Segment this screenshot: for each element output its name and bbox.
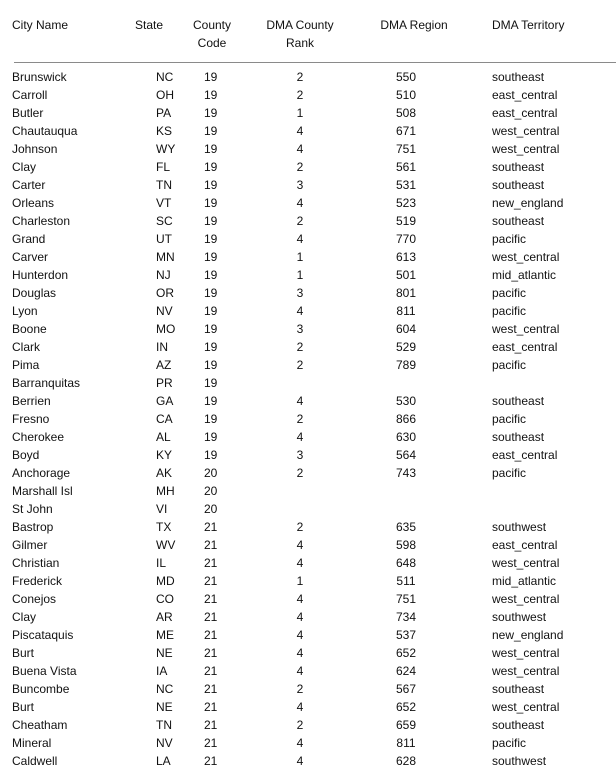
cell-dma-region: 537 — [395, 628, 417, 642]
cell-city-name: Clay — [12, 160, 37, 174]
cell-city-name: Chautauqua — [12, 124, 78, 138]
cell-county-code: 21 — [204, 754, 218, 768]
table-row[interactable] — [0, 752, 616, 770]
cell-dma-territory: east_central — [492, 106, 558, 120]
cell-city-name: Marshall Isl — [12, 484, 73, 498]
header-dma-region[interactable]: DMA Region — [380, 18, 448, 32]
cell-dma-territory: new_england — [492, 196, 564, 210]
cell-county-code: 21 — [204, 592, 218, 606]
cell-dma-territory: west_central — [492, 124, 560, 138]
cell-dma-county-rank: 4 — [296, 592, 304, 606]
cell-city-name: Johnson — [12, 142, 58, 156]
cell-county-code: 19 — [204, 286, 218, 300]
header-state[interactable]: State — [135, 18, 164, 32]
cell-state: KS — [156, 124, 173, 138]
cell-county-code: 19 — [204, 340, 218, 354]
cell-county-code: 19 — [204, 358, 218, 372]
cell-city-name: Hunterdon — [12, 268, 69, 282]
cell-dma-territory: east_central — [492, 88, 558, 102]
cell-state: GA — [156, 394, 174, 408]
cell-county-code: 19 — [204, 124, 218, 138]
cell-dma-county-rank: 2 — [296, 88, 304, 102]
cell-county-code: 21 — [204, 646, 218, 660]
cell-state: IN — [156, 340, 168, 354]
cell-dma-county-rank: 4 — [296, 304, 304, 318]
cell-state: VT — [156, 196, 172, 210]
cell-county-code: 19 — [204, 142, 218, 156]
cell-county-code: 20 — [204, 466, 218, 480]
cell-dma-territory: west_central — [492, 646, 560, 660]
cell-dma-territory: southeast — [492, 430, 545, 444]
table-row[interactable] — [0, 212, 616, 230]
cell-county-code: 19 — [204, 214, 218, 228]
table-row[interactable] — [0, 248, 616, 266]
table-row[interactable] — [0, 590, 616, 608]
table-row[interactable] — [0, 320, 616, 338]
cell-county-code: 21 — [204, 700, 218, 714]
cell-city-name: Carroll — [12, 88, 48, 102]
cell-dma-territory: pacific — [492, 232, 527, 246]
cell-state: AL — [156, 430, 171, 444]
cell-dma-county-rank: 4 — [296, 664, 304, 678]
cell-city-name: Berrien — [12, 394, 51, 408]
cell-dma-territory: southeast — [492, 70, 545, 84]
cell-dma-region: 511 — [396, 574, 416, 588]
cell-county-code: 19 — [204, 268, 218, 282]
table-row[interactable] — [0, 716, 616, 734]
cell-dma-region: 743 — [395, 466, 417, 480]
cell-city-name: Burt — [12, 646, 35, 660]
cell-state: TN — [156, 718, 172, 732]
cell-dma-territory: east_central — [492, 340, 558, 354]
table-row[interactable] — [0, 374, 616, 392]
cell-dma-region: 613 — [395, 250, 417, 264]
cell-city-name: Carver — [12, 250, 49, 264]
table-row[interactable] — [0, 176, 616, 194]
cell-dma-region: 751 — [395, 142, 417, 156]
table-row[interactable] — [0, 662, 616, 680]
cell-dma-county-rank: 3 — [296, 178, 304, 192]
cell-state: IA — [156, 664, 168, 678]
cell-city-name: Boyd — [12, 448, 40, 462]
cell-county-code: 19 — [204, 448, 218, 462]
cell-dma-region: 671 — [395, 124, 417, 138]
cell-dma-region: 519 — [395, 214, 417, 228]
header-divider — [14, 62, 616, 63]
table-row[interactable] — [0, 302, 616, 320]
cell-state: AK — [156, 466, 173, 480]
cell-state: OH — [156, 88, 174, 102]
cell-dma-county-rank: 1 — [296, 106, 304, 120]
header-county-code-line1: County — [192, 18, 232, 32]
cell-state: ME — [156, 628, 174, 642]
cell-city-name: Orleans — [12, 196, 55, 210]
cell-county-code: 21 — [204, 520, 218, 534]
cell-county-code: 19 — [204, 430, 218, 444]
cell-state: TX — [156, 520, 172, 534]
cell-city-name: Buncombe — [12, 682, 70, 696]
cell-dma-county-rank: 4 — [296, 394, 304, 408]
cell-dma-territory: east_central — [492, 448, 558, 462]
table-row[interactable] — [0, 698, 616, 716]
cell-dma-region: 652 — [395, 700, 417, 714]
cell-state: NE — [156, 700, 173, 714]
cell-state: VI — [156, 502, 168, 516]
cell-dma-region: 550 — [395, 70, 417, 84]
header-city-name[interactable]: City Name — [12, 18, 69, 32]
cell-dma-territory: west_central — [492, 142, 560, 156]
header-dma-county-rank-line1: DMA County — [266, 18, 334, 32]
cell-state: MN — [156, 250, 175, 264]
cell-state: MH — [156, 484, 175, 498]
cell-dma-region: 604 — [395, 322, 417, 336]
cell-county-code: 21 — [204, 574, 218, 588]
cell-dma-territory: mid_atlantic — [492, 574, 557, 588]
cell-city-name: Bastrop — [12, 520, 54, 534]
cell-dma-territory: west_central — [492, 250, 560, 264]
table-body — [0, 68, 616, 770]
table-row[interactable] — [0, 266, 616, 284]
cell-dma-county-rank: 4 — [296, 736, 304, 750]
cell-dma-region: 751 — [395, 592, 417, 606]
header-county-code[interactable] — [186, 16, 238, 52]
cell-state: CO — [156, 592, 174, 606]
cell-city-name: Douglas — [12, 286, 57, 300]
cell-dma-region: 530 — [395, 394, 417, 408]
cell-dma-region: 635 — [395, 520, 417, 534]
cell-state: SC — [156, 214, 173, 228]
cell-city-name: Charleston — [12, 214, 71, 228]
table-row[interactable] — [0, 500, 616, 518]
cell-county-code: 19 — [204, 412, 218, 426]
cell-state: NC — [156, 682, 174, 696]
table-row[interactable] — [0, 86, 616, 104]
cell-county-code: 20 — [204, 484, 218, 498]
cell-dma-territory: southeast — [492, 160, 545, 174]
cell-dma-region: 811 — [396, 304, 416, 318]
cell-county-code: 19 — [204, 304, 218, 318]
cell-dma-region: 630 — [395, 430, 417, 444]
cell-state: NV — [156, 736, 173, 750]
cell-state: PR — [156, 376, 173, 390]
cell-city-name: Conejos — [12, 592, 57, 606]
cell-dma-county-rank: 4 — [296, 610, 304, 624]
cell-dma-county-rank: 1 — [296, 250, 304, 264]
cell-state: CA — [156, 412, 173, 426]
table-row[interactable] — [0, 392, 616, 410]
cell-dma-territory: west_central — [492, 592, 560, 606]
cell-dma-territory: mid_atlantic — [492, 268, 557, 282]
cell-dma-region: 624 — [395, 664, 417, 678]
cell-state: LA — [156, 754, 171, 768]
cell-county-code: 19 — [204, 250, 218, 264]
cell-dma-territory: pacific — [492, 466, 527, 480]
cell-city-name: Carter — [12, 178, 46, 192]
cell-dma-territory: southwest — [492, 520, 547, 534]
cell-dma-county-rank: 1 — [296, 268, 304, 282]
cell-dma-county-rank: 3 — [296, 448, 304, 462]
cell-dma-county-rank: 2 — [296, 520, 304, 534]
cell-dma-territory: west_central — [492, 664, 560, 678]
cell-dma-region: 523 — [395, 196, 417, 210]
cell-county-code: 20 — [204, 502, 218, 516]
cell-city-name: Caldwell — [12, 754, 58, 768]
cell-city-name: Piscataquis — [12, 628, 74, 642]
cell-dma-region: 652 — [395, 646, 417, 660]
table-row[interactable] — [0, 356, 616, 374]
cell-dma-region: 510 — [395, 88, 417, 102]
cell-city-name: Christian — [12, 556, 60, 570]
table-row[interactable] — [0, 68, 616, 86]
cell-dma-territory: pacific — [492, 412, 527, 426]
table-row[interactable] — [0, 230, 616, 248]
table-row[interactable] — [0, 158, 616, 176]
cell-county-code: 19 — [204, 88, 218, 102]
cell-dma-region: 628 — [395, 754, 417, 768]
table-row[interactable] — [0, 410, 616, 428]
cell-county-code: 19 — [204, 232, 218, 246]
cell-county-code: 21 — [204, 664, 218, 678]
cell-county-code: 21 — [204, 628, 218, 642]
cell-city-name: Grand — [12, 232, 46, 246]
cell-dma-county-rank: 3 — [296, 322, 304, 336]
cell-city-name: Cherokee — [12, 430, 65, 444]
table-row[interactable] — [0, 572, 616, 590]
cell-county-code: 21 — [204, 556, 218, 570]
cell-state: FL — [156, 160, 171, 174]
cell-dma-county-rank: 4 — [296, 142, 304, 156]
cell-state: NC — [156, 70, 174, 84]
cell-city-name: Brunswick — [12, 70, 67, 84]
cell-dma-county-rank: 4 — [296, 538, 304, 552]
cell-county-code: 21 — [204, 736, 218, 750]
cell-dma-county-rank: 4 — [296, 556, 304, 570]
table-row[interactable] — [0, 284, 616, 302]
table-row[interactable] — [0, 680, 616, 698]
cell-dma-region: 598 — [395, 538, 417, 552]
cell-dma-region: 734 — [395, 610, 417, 624]
table-row[interactable] — [0, 482, 616, 500]
cell-dma-territory: southwest — [492, 754, 547, 768]
table-row[interactable] — [0, 608, 616, 626]
cell-state: AR — [156, 610, 173, 624]
cell-state: IL — [156, 556, 167, 570]
table-row[interactable] — [0, 122, 616, 140]
table-row[interactable] — [0, 140, 616, 158]
cell-dma-region: 648 — [395, 556, 417, 570]
cell-dma-territory: pacific — [492, 358, 527, 372]
cell-dma-county-rank: 2 — [296, 718, 304, 732]
cell-county-code: 19 — [204, 160, 218, 174]
cell-city-name: Burt — [12, 700, 35, 714]
cell-dma-territory: west_central — [492, 556, 560, 570]
cell-dma-county-rank: 4 — [296, 430, 304, 444]
cell-dma-county-rank: 2 — [296, 682, 304, 696]
cell-dma-county-rank: 2 — [296, 412, 304, 426]
cell-dma-territory: pacific — [492, 286, 527, 300]
cell-state: TN — [156, 178, 172, 192]
table-row[interactable] — [0, 464, 616, 482]
cell-county-code: 21 — [204, 718, 218, 732]
cell-state: NV — [156, 304, 173, 318]
cell-dma-region: 508 — [395, 106, 417, 120]
cell-dma-county-rank: 4 — [296, 232, 304, 246]
table-row[interactable] — [0, 536, 616, 554]
cell-state: OR — [156, 286, 174, 300]
cell-state: NJ — [156, 268, 171, 282]
cell-county-code: 19 — [204, 394, 218, 408]
cell-county-code: 19 — [204, 196, 218, 210]
cell-dma-county-rank: 4 — [296, 700, 304, 714]
cell-dma-county-rank: 4 — [296, 754, 304, 768]
header-dma-county-rank-line2: Rank — [285, 36, 314, 50]
header-county-code-line2: Code — [197, 36, 227, 50]
cell-state: UT — [156, 232, 172, 246]
table-row[interactable] — [0, 626, 616, 644]
cell-dma-county-rank: 2 — [296, 70, 304, 84]
cell-dma-region: 811 — [396, 736, 416, 750]
cell-state: MO — [156, 322, 176, 336]
cell-dma-county-rank: 4 — [296, 628, 304, 642]
cell-dma-region: 501 — [395, 268, 417, 282]
cell-state: WY — [156, 142, 176, 156]
header-dma-territory[interactable]: DMA Territory — [492, 18, 565, 32]
cell-city-name: Boone — [12, 322, 47, 336]
cell-dma-territory: southeast — [492, 214, 545, 228]
cell-city-name: Clark — [12, 340, 41, 354]
cell-dma-region: 801 — [395, 286, 417, 300]
cell-city-name: Pima — [12, 358, 40, 372]
header-dma-county-rank[interactable] — [258, 16, 342, 52]
cell-county-code: 19 — [204, 322, 218, 336]
cell-county-code: 21 — [204, 682, 218, 696]
cell-dma-territory: southeast — [492, 178, 545, 192]
cell-dma-county-rank: 2 — [296, 214, 304, 228]
cell-dma-county-rank: 2 — [296, 466, 304, 480]
cell-dma-territory: east_central — [492, 538, 558, 552]
table-row[interactable] — [0, 446, 616, 464]
cell-dma-territory: pacific — [492, 736, 527, 750]
cell-county-code: 21 — [204, 610, 218, 624]
cell-state: WV — [156, 538, 176, 552]
cell-dma-region: 770 — [395, 232, 417, 246]
table-row[interactable] — [0, 338, 616, 356]
cell-state: MD — [156, 574, 175, 588]
cell-dma-territory: new_england — [492, 628, 564, 642]
cell-city-name: Fresno — [12, 412, 50, 426]
cell-dma-region: 567 — [395, 682, 417, 696]
cell-dma-county-rank: 4 — [296, 124, 304, 138]
cell-dma-territory: southwest — [492, 610, 547, 624]
cell-city-name: Lyon — [12, 304, 38, 318]
cell-dma-territory: southeast — [492, 682, 545, 696]
table-row[interactable] — [0, 104, 616, 122]
table-row[interactable] — [0, 554, 616, 572]
cell-city-name: Gilmer — [12, 538, 48, 552]
cell-city-name: Frederick — [12, 574, 63, 588]
cell-state: AZ — [156, 358, 172, 372]
table-row[interactable] — [0, 518, 616, 536]
cell-dma-territory: west_central — [492, 700, 560, 714]
cell-dma-county-rank: 4 — [296, 196, 304, 210]
cell-county-code: 19 — [204, 178, 218, 192]
cell-dma-territory: pacific — [492, 304, 527, 318]
cell-state: NE — [156, 646, 173, 660]
cell-dma-region: 789 — [395, 358, 417, 372]
cell-state: PA — [156, 106, 172, 120]
cell-county-code: 19 — [204, 376, 218, 390]
cell-dma-region: 659 — [395, 718, 417, 732]
cell-county-code: 19 — [204, 106, 218, 120]
cell-state: KY — [156, 448, 173, 462]
cell-dma-county-rank: 4 — [296, 646, 304, 660]
cell-city-name: Buena Vista — [12, 664, 77, 678]
cell-dma-region: 531 — [395, 178, 417, 192]
cell-dma-territory: west_central — [492, 322, 560, 336]
table-row[interactable] — [0, 644, 616, 662]
cell-dma-region: 561 — [395, 160, 417, 174]
cell-dma-territory: southeast — [492, 394, 545, 408]
cell-city-name: St John — [12, 502, 53, 516]
cell-city-name: Butler — [12, 106, 44, 120]
cell-dma-region: 866 — [395, 412, 417, 426]
cell-county-code: 19 — [204, 70, 218, 84]
cell-city-name: Cheatham — [12, 718, 68, 732]
cell-county-code: 21 — [204, 538, 218, 552]
cell-dma-region: 564 — [395, 448, 417, 462]
cell-city-name: Barranquitas — [12, 376, 81, 390]
cell-city-name: Clay — [12, 610, 37, 624]
cell-dma-county-rank: 2 — [296, 160, 304, 174]
cell-dma-territory: southeast — [492, 718, 545, 732]
table-row[interactable] — [0, 194, 616, 212]
cell-dma-county-rank: 2 — [296, 340, 304, 354]
cell-dma-region: 529 — [395, 340, 417, 354]
cell-dma-county-rank: 2 — [296, 358, 304, 372]
table-row[interactable] — [0, 734, 616, 752]
table-row[interactable] — [0, 428, 616, 446]
cell-dma-county-rank: 3 — [296, 286, 304, 300]
cell-city-name: Anchorage — [12, 466, 71, 480]
cell-dma-county-rank: 1 — [296, 574, 304, 588]
cell-city-name: Mineral — [12, 736, 52, 750]
